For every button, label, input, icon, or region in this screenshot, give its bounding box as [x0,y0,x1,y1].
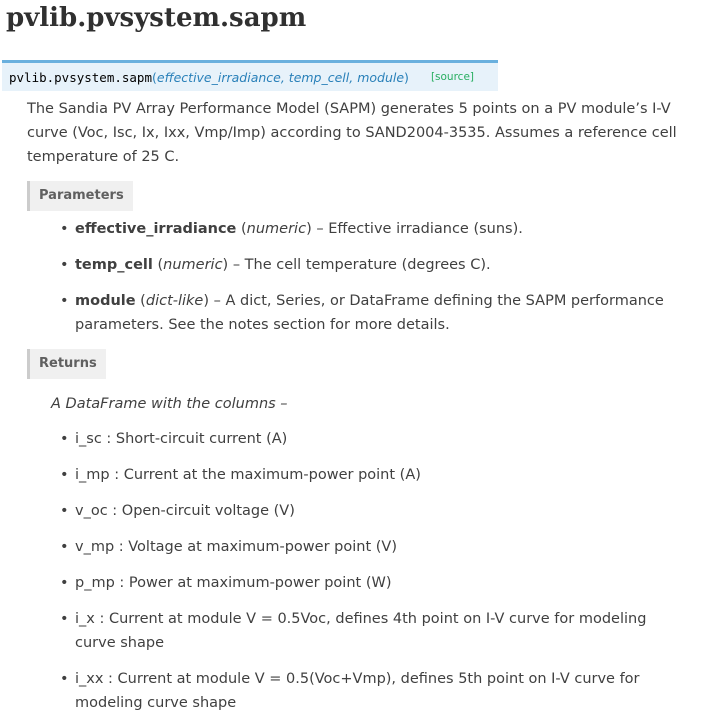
signature-close-paren: ) [404,69,409,85]
return-item: • v_oc : Open-circuit voltage (V) [75,499,690,523]
return-item: • p_mp : Power at maximum-power point (W) [75,571,690,595]
signature-params: effective_irradiance, temp_cell, module [156,69,405,85]
function-signature [2,60,498,91]
parameters-label: Parameters [27,181,133,211]
return-item: • i_mp : Current at the maximum-power point (A) [75,463,690,487]
parameter-desc: – Effective irradiance (suns). [311,221,523,237]
page-title: pvlib.pvsystem.sapm [6,3,307,33]
parameter-desc: – The cell temperature (degrees C). [228,257,491,273]
return-item: • v_mp : Voltage at maximum-power point (V) [75,535,690,559]
signature-open-paren: ( [152,69,157,85]
parameter-type: dict-like [145,293,204,309]
parameter-name: effective_irradiance [75,221,237,237]
parameter-type: numeric [246,221,307,237]
parameter-desc: – A dict, Series, or DataFrame defining the SAPM performance parameters. See the notes section for more details. [75,293,664,333]
returns-label: Returns [27,349,106,379]
parameter-item: • module (dict-like) – A dict, Series, or DataFrame defining the SAPM performance parameters. See the notes section for more details. [75,289,690,337]
return-item: • i_xx : Current at module V = 0.5(Voc+Vmp), defines 5th point on I-V curve for modeling curve shape [75,667,690,715]
return-item: • i_x : Current at module V = 0.5Voc, defines 4th point on I-V curve for modeling curve shape [75,607,690,655]
parameter-name: module [75,293,136,309]
source-link[interactable]: [source] [430,71,474,83]
parameter-item: • effective_irradiance (numeric) – Effective irradiance (suns). [75,217,690,241]
returns-intro: A DataFrame with the columns – [51,396,288,412]
parameter-type: numeric [163,257,223,273]
parameter-name: temp_cell [75,257,153,273]
return-item: • i_sc : Short-circuit current (A) [75,427,690,451]
function-description: The Sandia PV Array Performance Model (SAPM) generates 5 points on a PV module’s I-V curve (Voc, Isc, Ix, Ixx, Vmp/Imp) according to SAND2004-3535. Assumes a reference cell temperature of 25 C. [27,101,677,165]
parameter-item: • temp_cell (numeric) – The cell temperature (degrees C). [75,253,690,277]
signature-name: pvlib.pvsystem.sapm [9,69,152,85]
